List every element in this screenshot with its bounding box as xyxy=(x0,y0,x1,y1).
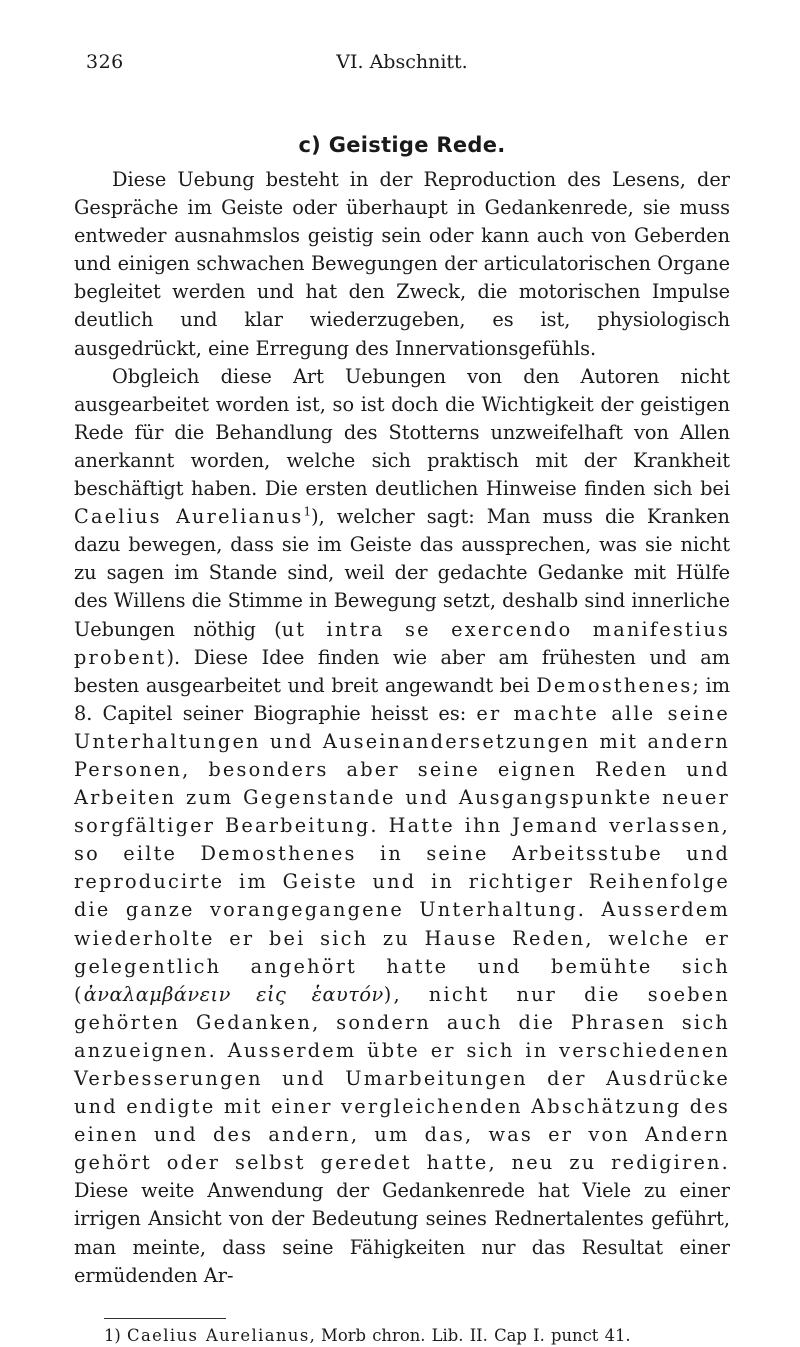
paragraph-2 xyxy=(74,363,730,1290)
footnote-citation: , Morb chron. Lib. II. Cap I. punct 41. xyxy=(309,1325,631,1345)
text-run: ). Diese Idee finden wie aber am frühesten und am besten ausgearbeitet und breit angewandt bei xyxy=(74,645,730,697)
latin-quote: ut intra se exercendo manifestius probent xyxy=(74,617,730,669)
footnote-marker: 1) xyxy=(104,1325,128,1345)
footnote-author: Caelius Aurelianus xyxy=(127,1325,310,1345)
body-text xyxy=(74,166,730,1290)
text-run: ; im 8. Capitel seiner Biographie heisst es: xyxy=(74,673,730,725)
running-head xyxy=(74,0,730,90)
name-demosthenes: Demosthenes xyxy=(536,673,693,697)
author-name-caelius: Caelius Aurelianus xyxy=(74,505,304,529)
paragraph-1: Diese Uebung besteht in der Reproduction des Lesens, der Gespräche im Geiste oder überhaupt in Gedankenrede, sie muss entweder ausnahmslos geistig sein oder kann auch von Geberden und einigen schwachen Bewegungen der articulatorischen Organe begleitet werden und hat den Zweck, die motorischen Impulse deutlich und klar wiederzugeben, es ist, physiologisch ausgedrückt, eine Erregung des Innervationsgefühls. xyxy=(74,168,730,360)
footnote-reference: 1 xyxy=(303,504,312,519)
biography-quote: er machte alle seine Unterhaltungen und Auseinandersetzungen mit andern Personen, besonders aber seine eignen Reden und Arbeiten zum Gegenstande und Ausgangspunkte neuer sorgfältiger Bearbeitung. Hatte ihn Jemand verlassen, so eilte Demosthenes in seine Arbeitsstube und reproducirte im Geiste und in richtiger Reihenfolge die ganze vorangegangene Unterhaltung. Ausserdem wiederholte er bei sich zu Hause Reden, welche er gelegentlich angehört hatte und bemühte sich ( xyxy=(74,701,730,1006)
biography-quote-continued: ), nicht nur die soeben gehörten Gedanken, sondern auch die Phrasen sich anzueignen. Ausserdem übte er sich in verschiedenen Verbesserungen und Umarbeitungen der Ausdrücke und endigte mit einer vergleichenden Abschätzung des einen und des andern, um das, was er von Andern gehört oder selbst geredet hatte, neu zu redigiren. xyxy=(74,982,730,1175)
footnote-rule xyxy=(104,1318,226,1319)
text-run: Diese weite Anwendung der Gedankenrede hat Viele zu einer irrigen Ansicht von der Bedeutung seines Rednertalentes geführt, man meinte, dass seine Fähigkeiten nur das Resultat einer ermüdenden Ar- xyxy=(74,1179,730,1287)
footnote xyxy=(104,1325,730,1347)
greek-phrase: ἀναλαμβάνειν εἰς ἑαυτόν xyxy=(83,982,384,1006)
page-number: 326 xyxy=(86,51,124,73)
section-heading: c) Geistige Rede. xyxy=(298,133,506,157)
text-run: ), welcher sagt: Man muss die Kranken dazu bewegen, dass sie im Geiste das aussprechen, was sie nicht zu sagen im Stande sind, weil der gedachte Gedanke mit Hülfe des Willens die Stimme in Bewegung setzt, deshalb sind innerliche Uebungen nöthig ( xyxy=(74,505,730,641)
running-title: VI. Abschnitt. xyxy=(336,51,468,73)
text-run: Obgleich diese Art Uebungen von den Autoren nicht ausgearbeitet worden ist, so ist doch die Wichtigkeit der geistigen Rede für die Behandlung des Stotterns unzweifelhaft von Allen anerkannt worden, welche sich praktisch mit der Krankheit beschäftigt haben. Die ersten deutlichen Hinweise finden sich bei xyxy=(74,364,730,501)
